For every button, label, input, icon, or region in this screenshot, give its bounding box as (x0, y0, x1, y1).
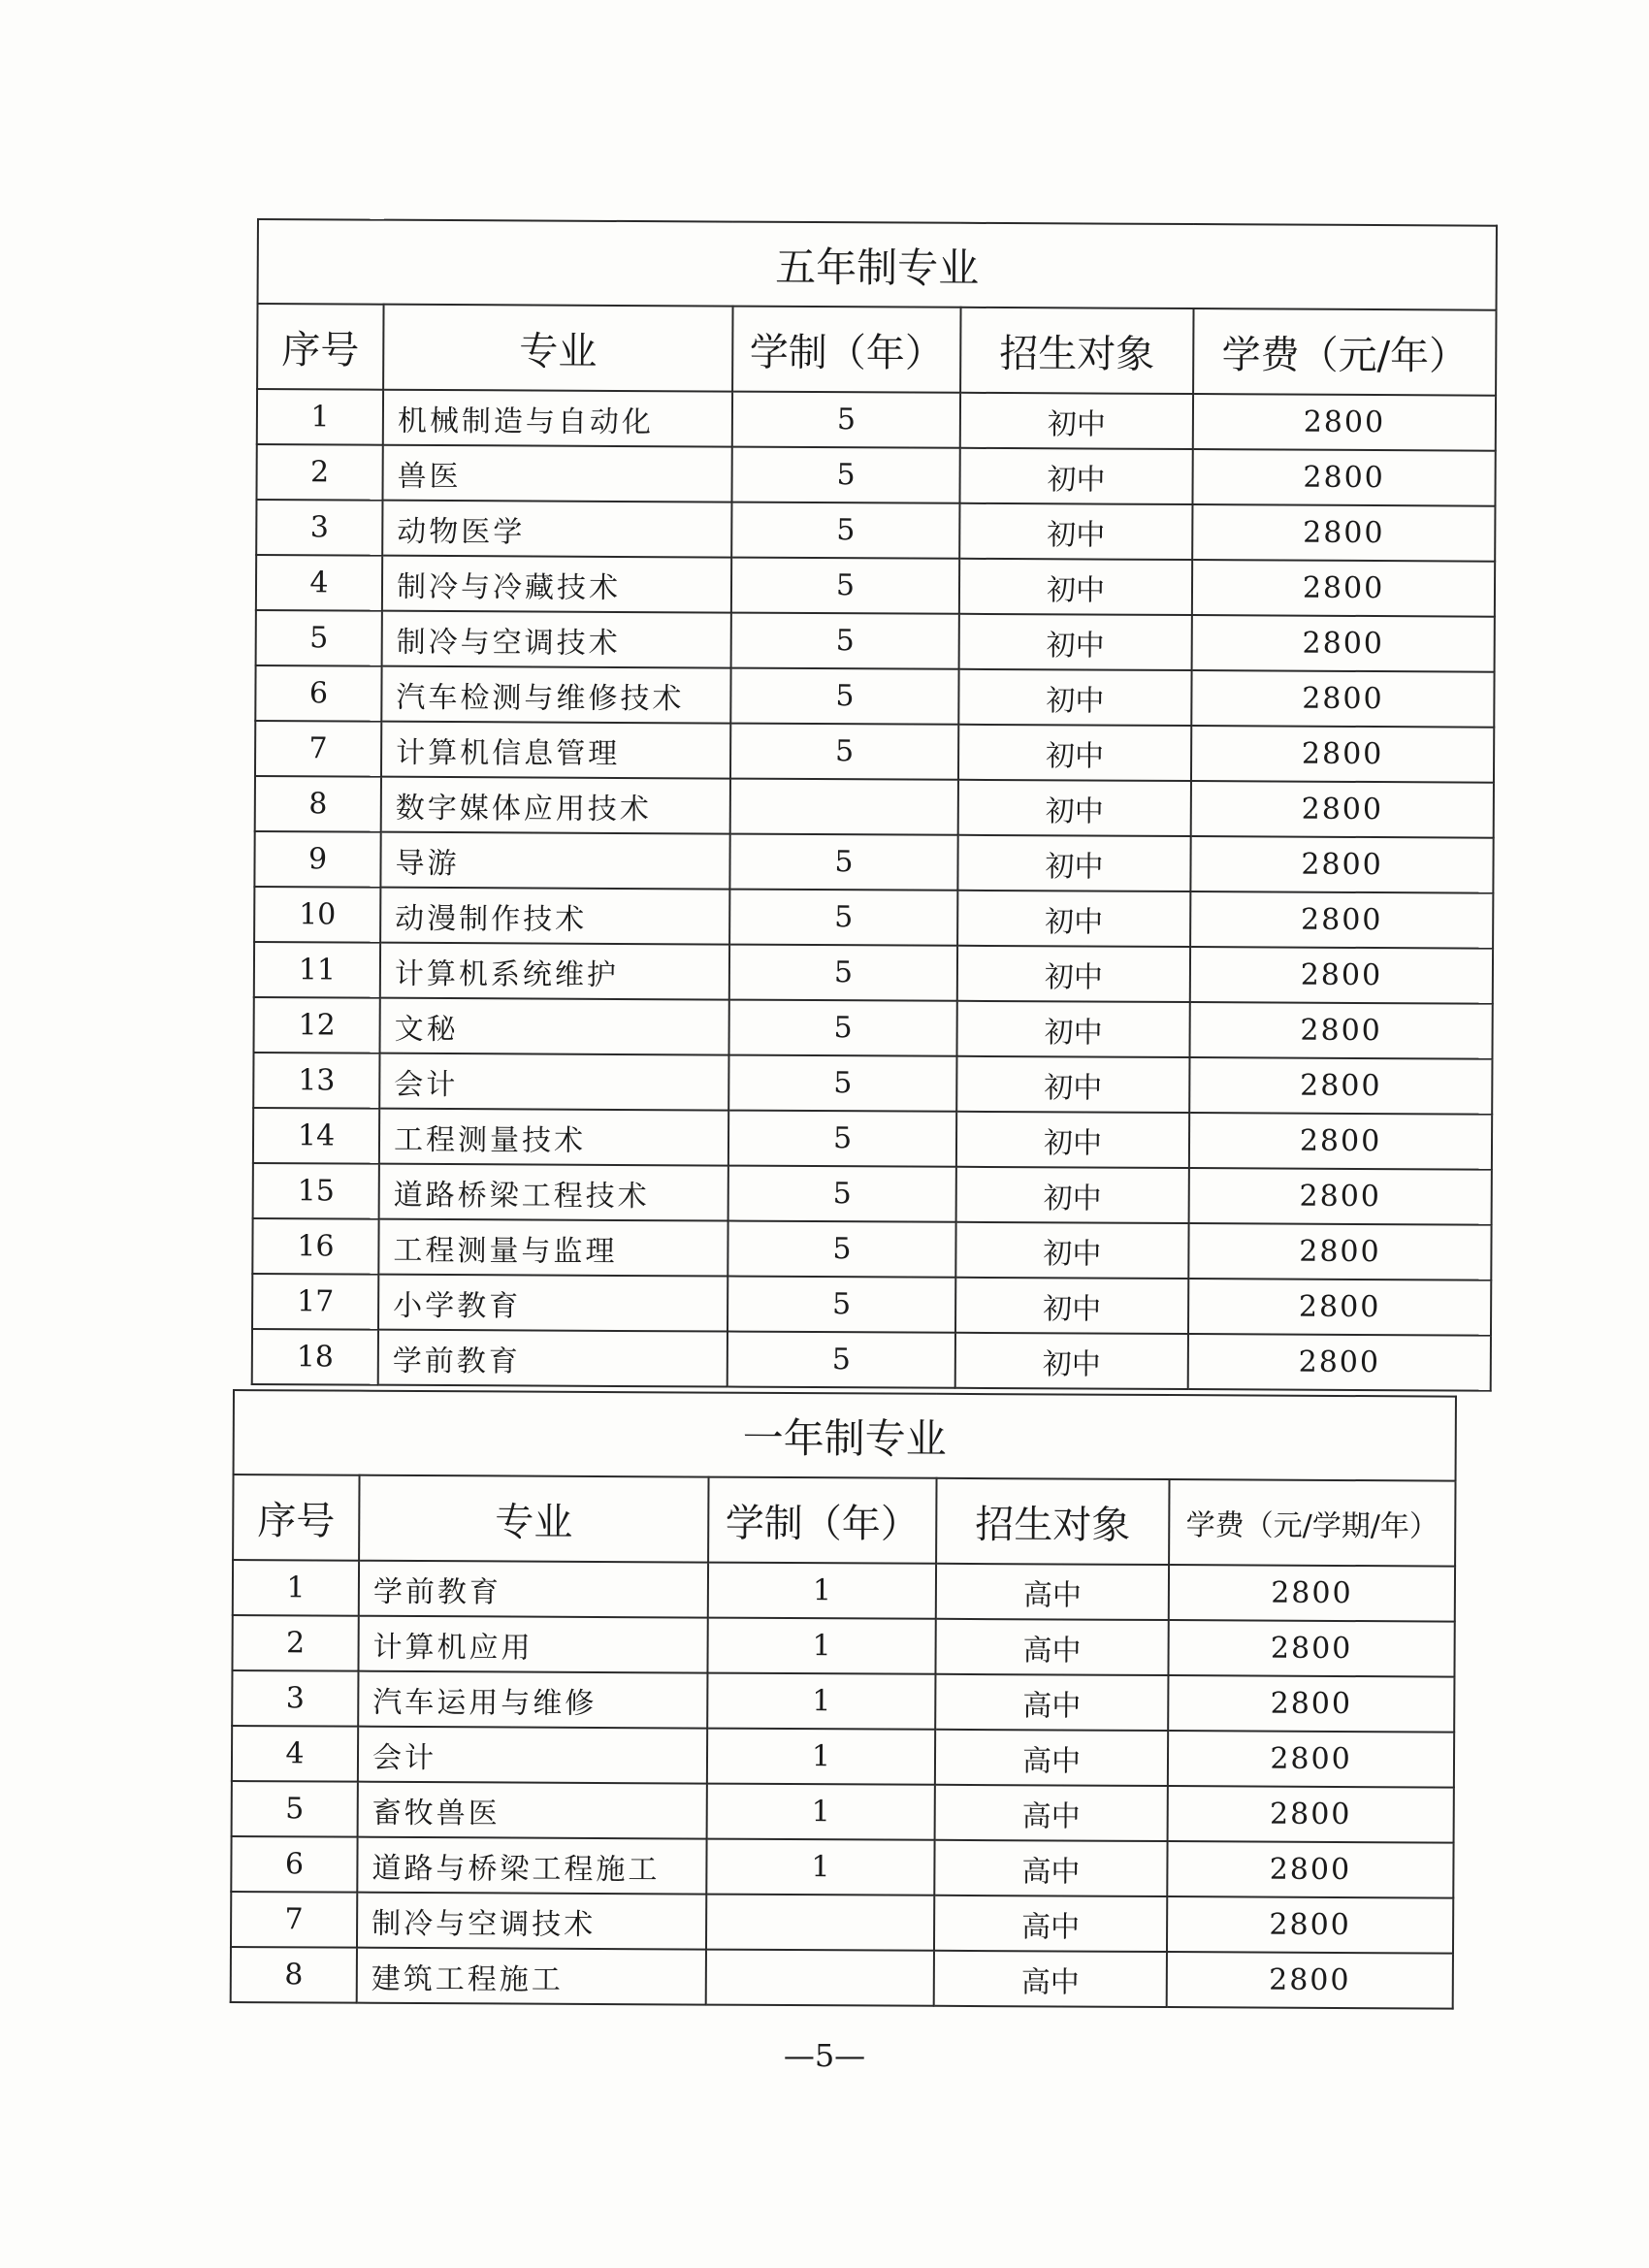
cell-fee: 2800 (1167, 1952, 1453, 2009)
table-row (254, 831, 1493, 893)
cell-fee: 2800 (1188, 1223, 1491, 1280)
cell-years: 1 (708, 1563, 936, 1619)
cell-years: 5 (730, 668, 958, 725)
cell-target: 初中 (958, 725, 1191, 781)
table-row (256, 610, 1495, 672)
cell-years: 5 (728, 1111, 956, 1167)
cell-years (706, 1950, 934, 2006)
cell-major: 兽医 (382, 445, 731, 502)
cell-major: 会计 (358, 1727, 707, 1784)
cell-fee: 2800 (1191, 781, 1494, 838)
cell-target: 初中 (958, 669, 1191, 726)
cell-no: 5 (256, 610, 382, 666)
cell-years (706, 1895, 934, 1951)
cell-no: 17 (252, 1274, 378, 1330)
cell-major: 汽车运用与维修 (358, 1671, 707, 1729)
cell-fee: 2800 (1190, 947, 1493, 1004)
cell-no: 3 (256, 500, 382, 556)
cell-target: 初中 (959, 503, 1192, 560)
cell-fee: 2800 (1189, 1057, 1492, 1115)
cell-years: 5 (728, 1166, 956, 1222)
table-row (232, 1615, 1454, 1677)
cell-no: 7 (255, 721, 381, 777)
cell-years: 1 (707, 1618, 935, 1674)
five-year-table (251, 218, 1498, 1392)
table-row (254, 942, 1493, 1004)
cell-fee: 2800 (1167, 1896, 1453, 1954)
cell-no: 14 (253, 1108, 379, 1164)
cell-fee: 2800 (1190, 836, 1493, 893)
cell-target: 初中 (959, 448, 1192, 504)
one-year-header-row (233, 1474, 1456, 1567)
cell-major: 工程测量技术 (379, 1109, 728, 1166)
cell-fee: 2800 (1192, 560, 1495, 617)
cell-target: 初中 (956, 1056, 1189, 1113)
cell-years: 5 (728, 1332, 955, 1388)
table-row (256, 555, 1495, 617)
table-row (252, 1329, 1491, 1391)
header-major: 专业 (359, 1475, 708, 1563)
cell-target: 高中 (936, 1564, 1169, 1620)
header-fee: 学费（元/学期/年） (1169, 1479, 1456, 1567)
cell-major: 小学教育 (378, 1275, 728, 1332)
table-row (256, 444, 1495, 506)
cell-no: 6 (255, 665, 381, 722)
cell-major: 道路桥梁工程技术 (379, 1164, 728, 1221)
cell-target: 高中 (934, 1951, 1167, 2007)
table-row (255, 776, 1494, 838)
cell-fee: 2800 (1167, 1841, 1453, 1898)
cell-years: 5 (728, 1055, 956, 1112)
table-row (231, 1892, 1453, 1954)
cell-years: 5 (729, 834, 957, 891)
cell-target: 初中 (957, 946, 1190, 1002)
cell-years: 5 (729, 890, 957, 946)
cell-years: 5 (728, 1221, 955, 1278)
table-row (233, 1560, 1455, 1622)
cell-fee: 2800 (1188, 1279, 1491, 1336)
cell-years: 5 (731, 613, 959, 669)
cell-target: 高中 (935, 1619, 1168, 1675)
cell-fee: 2800 (1188, 1334, 1491, 1391)
cell-fee: 2800 (1189, 1002, 1492, 1059)
cell-target: 高中 (934, 1840, 1167, 1896)
cell-major: 会计 (379, 1053, 728, 1111)
cell-major: 计算机系统维护 (380, 943, 729, 1000)
cell-target: 初中 (956, 1167, 1189, 1223)
table-row (252, 1218, 1491, 1280)
cell-major: 动漫制作技术 (380, 888, 729, 945)
cell-no: 5 (232, 1781, 358, 1837)
header-years: 学制（年） (732, 307, 960, 393)
table-row (232, 1670, 1454, 1733)
header-major: 专业 (383, 305, 732, 392)
cell-fee: 2800 (1189, 1113, 1492, 1170)
cell-fee: 2800 (1193, 394, 1496, 451)
table-row (253, 1053, 1492, 1115)
cell-target: 高中 (934, 1895, 1167, 1952)
header-target: 招生对象 (960, 308, 1193, 394)
cell-major: 动物医学 (382, 501, 731, 558)
cell-major: 计算机信息管理 (381, 722, 730, 779)
cell-major: 工程测量与监理 (378, 1219, 728, 1277)
cell-major: 畜牧兽医 (358, 1782, 707, 1839)
cell-no: 16 (252, 1218, 378, 1275)
header-no: 序号 (257, 304, 383, 390)
cell-no: 3 (232, 1670, 358, 1727)
cell-major: 建筑工程施工 (357, 1948, 706, 2005)
cell-major: 学前教育 (359, 1561, 708, 1618)
cell-years: 5 (731, 502, 959, 559)
cell-target: 高中 (935, 1785, 1168, 1841)
cell-major: 导游 (380, 832, 729, 890)
cell-years: 5 (730, 724, 958, 780)
cell-major: 制冷与冷藏技术 (382, 556, 731, 613)
one-year-title: 一年制专业 (234, 1390, 1457, 1481)
cell-major: 制冷与空调技术 (357, 1893, 706, 1950)
cell-target: 高中 (935, 1730, 1168, 1786)
cell-major: 学前教育 (378, 1330, 728, 1387)
cell-fee: 2800 (1191, 670, 1494, 728)
five-year-header-row (257, 304, 1497, 396)
table-row (253, 997, 1492, 1059)
cell-target: 初中 (957, 835, 1190, 891)
cell-no: 7 (231, 1892, 357, 1948)
header-target: 招生对象 (936, 1478, 1169, 1565)
table-row (256, 500, 1495, 562)
cell-no: 1 (233, 1560, 359, 1616)
table-row (253, 1108, 1492, 1170)
table-row (252, 1274, 1491, 1336)
cell-target: 初中 (958, 780, 1191, 836)
table-row (232, 1781, 1454, 1843)
header-fee: 学费（元/年） (1193, 308, 1497, 396)
cell-no: 18 (252, 1329, 378, 1385)
cell-major: 文秘 (379, 998, 728, 1055)
table-row (255, 721, 1494, 783)
header-no: 序号 (233, 1474, 359, 1561)
cell-target: 初中 (959, 559, 1192, 615)
cell-years: 5 (732, 392, 960, 448)
cell-fee: 2800 (1192, 615, 1495, 672)
cell-years: 1 (707, 1784, 935, 1840)
cell-no: 8 (255, 776, 381, 832)
cell-no: 6 (231, 1836, 357, 1893)
one-year-table (230, 1389, 1457, 2010)
table-row (231, 1947, 1453, 2009)
cell-target: 初中 (959, 614, 1192, 670)
cell-no: 13 (253, 1053, 379, 1109)
cell-target: 初中 (956, 1001, 1189, 1057)
table-row (257, 389, 1496, 451)
table-row (255, 665, 1494, 728)
cell-no: 1 (257, 389, 383, 445)
cell-major: 数字媒体应用技术 (381, 777, 730, 834)
cell-fee: 2800 (1168, 1731, 1454, 1788)
cell-no: 8 (231, 1947, 357, 2003)
cell-major: 制冷与空调技术 (382, 611, 731, 668)
cell-fee: 2800 (1168, 1675, 1454, 1733)
cell-target: 初中 (960, 393, 1193, 449)
cell-no: 2 (232, 1615, 358, 1671)
cell-years: 5 (731, 558, 959, 614)
cell-years: 5 (728, 1277, 955, 1333)
table-row (253, 1163, 1492, 1225)
cell-fee: 2800 (1189, 1168, 1492, 1225)
table-row (231, 1836, 1453, 1898)
cell-target: 初中 (955, 1278, 1188, 1334)
cell-no: 11 (254, 942, 380, 998)
table-row (254, 887, 1493, 949)
cell-years: 1 (707, 1729, 935, 1785)
cell-years: 5 (731, 447, 959, 503)
cell-fee: 2800 (1168, 1620, 1454, 1677)
cell-no: 10 (254, 887, 380, 943)
cell-years: 5 (729, 945, 957, 1001)
cell-fee: 2800 (1191, 726, 1494, 783)
cell-no: 12 (253, 997, 379, 1053)
cell-major: 道路与桥梁工程施工 (357, 1837, 706, 1895)
cell-no: 4 (256, 555, 382, 611)
cell-target: 初中 (955, 1333, 1188, 1389)
cell-years: 5 (728, 1000, 956, 1056)
cell-fee: 2800 (1169, 1565, 1455, 1622)
cell-target: 初中 (957, 891, 1190, 947)
cell-target: 初中 (956, 1112, 1189, 1168)
cell-fee: 2800 (1192, 504, 1495, 562)
cell-no: 15 (253, 1163, 379, 1219)
cell-years: 1 (707, 1673, 935, 1730)
cell-years: 1 (706, 1839, 934, 1895)
cell-fee: 2800 (1168, 1786, 1454, 1843)
cell-no: 4 (232, 1726, 358, 1782)
cell-no: 9 (254, 831, 380, 888)
cell-major: 机械制造与自动化 (383, 390, 732, 447)
cell-fee: 2800 (1192, 449, 1495, 506)
cell-major: 汽车检测与维修技术 (381, 666, 730, 724)
table-row (232, 1726, 1454, 1788)
cell-major: 计算机应用 (358, 1616, 707, 1673)
cell-fee: 2800 (1190, 891, 1493, 949)
cell-target: 高中 (935, 1674, 1168, 1731)
header-years: 学制（年） (708, 1477, 936, 1564)
cell-target: 初中 (955, 1222, 1188, 1279)
five-year-title: 五年制专业 (258, 219, 1498, 310)
page-number: —5— (783, 2037, 866, 2074)
cell-no: 2 (256, 444, 382, 501)
cell-years (730, 779, 958, 835)
